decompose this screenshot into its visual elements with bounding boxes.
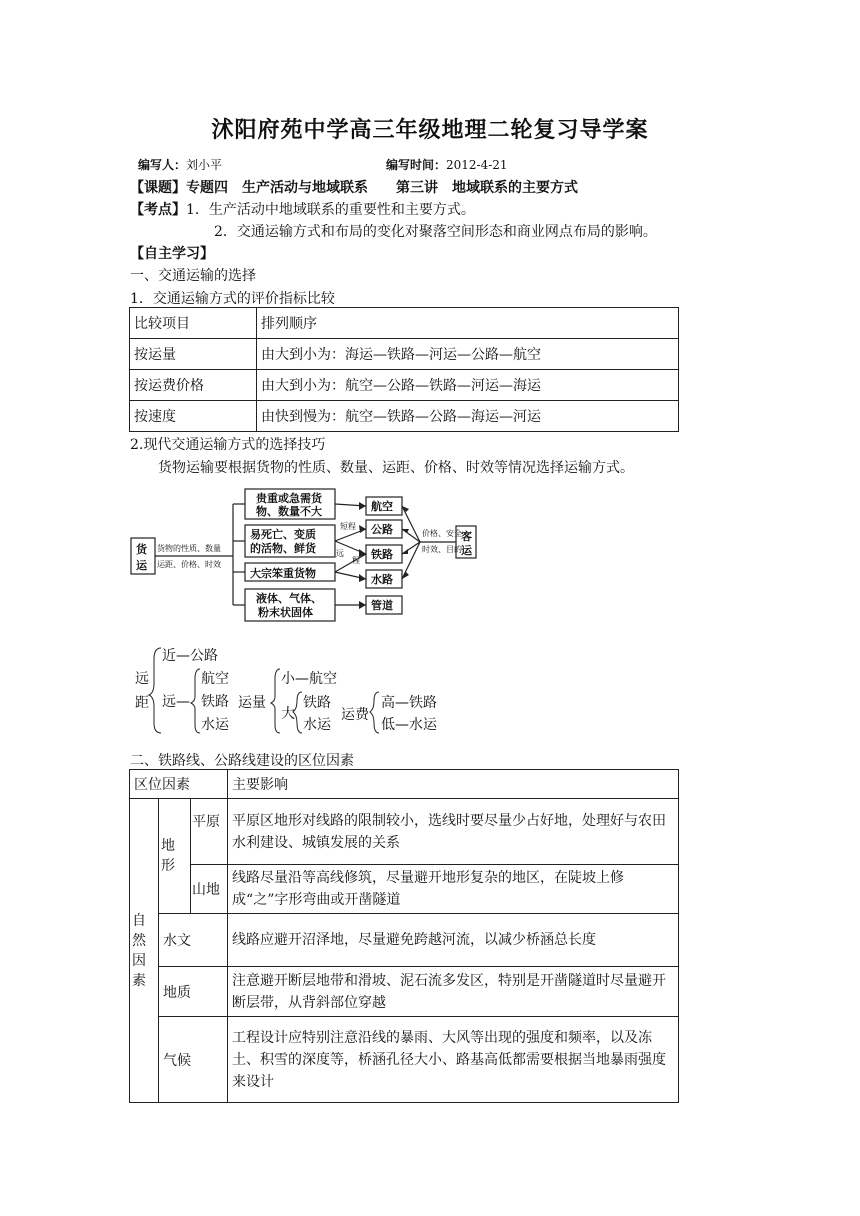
table-row (130, 1017, 679, 1103)
mode-pipe: 管道 (371, 599, 393, 612)
table-row (130, 799, 679, 865)
natural-factors-cell (130, 799, 159, 1103)
kaodian-item-2: 2．交通运输方式和布局的变化对聚落空间形态和商业网点布局的影响。 (214, 224, 657, 240)
brace-1 (149, 648, 161, 733)
section-1-heading: 一、交通运输的选择 (130, 268, 256, 284)
big-water: 水运 (303, 717, 331, 733)
factor-line-2: 运距、价格、时效 (157, 560, 221, 569)
cargo-type-1-line-1: 贵重或急需货 (256, 492, 322, 505)
cargo-type-2-line-2: 的活物、鲜货 (250, 542, 316, 555)
far-label-1: 远 (336, 549, 344, 558)
plain-cell (191, 799, 228, 865)
short-distance-label: 短程 (340, 522, 356, 531)
brace-5 (370, 692, 379, 733)
keyun-char-1: 客 (461, 530, 472, 543)
big-volume-label: 大 (281, 706, 295, 722)
huoyun-char-2: 运 (136, 559, 147, 572)
header-cell: 主要影响 (228, 770, 679, 799)
cargo-type-3: 大宗笨重货物 (250, 567, 316, 580)
location-factors-table (129, 769, 679, 1103)
cargo-type-2-line-1: 易死亡、变质 (250, 528, 316, 541)
author-name: 刘小平 (186, 158, 223, 172)
big-rail: 铁路 (303, 695, 331, 711)
header-cell: 排列顺序 (257, 308, 679, 339)
header-cell: 区位因素 (130, 770, 228, 799)
terrain-label: 地形 (161, 838, 175, 874)
near-road: 近—公路 (162, 648, 218, 664)
mountain-text: 线路尽量沿等高线修筑，尽量避开地形复杂的地区，在陡坡上修成“之”字形弯曲或开凿隧道 (228, 865, 679, 914)
table-row (130, 339, 679, 370)
subsection-1-heading: 1．交通运输方式的评价指标比较 (130, 291, 335, 307)
date-line (386, 156, 508, 173)
table-cell: 按运量 (130, 339, 257, 370)
far-rail: 铁路 (201, 694, 229, 710)
cargo-type-4-line-2: 粉末状固体 (258, 606, 313, 619)
table-cell: 由大到小为：海运—铁路—河运—公路—航空 (257, 339, 679, 370)
distance-tree-diagram (128, 643, 448, 735)
subsection-2-text: 货物运输要根据货物的性质、数量、运距、价格、时效等情况选择运输方式。 (158, 460, 634, 476)
low-cost-water: 低—水运 (381, 717, 437, 733)
far-label: 远— (162, 694, 190, 710)
keyun-char-2: 运 (461, 544, 472, 557)
plain-label: 平原 (192, 814, 220, 830)
kaodian-label: 【考点】 (130, 202, 186, 218)
transport-selection-diagram (128, 485, 488, 623)
climate-text: 工程设计应特别注意沿线的暴雨、大风等出现的强度和频率，以及冻土、积雪的深度等，桥涵孔径大小、路基高低都需要根据当地暴雨强度来设计 (228, 1017, 679, 1103)
mode-road: 公路 (371, 523, 393, 536)
climate-label: 气候 (159, 1017, 228, 1103)
table-row (130, 401, 679, 432)
yuanju-char-1: 远 (135, 671, 149, 687)
table-row (130, 914, 679, 967)
terrain-cell (159, 799, 191, 914)
geology-label: 地质 (159, 967, 228, 1017)
date-label: 编写时间： (386, 158, 447, 172)
kaodian-item-1: 1．生产活动中地域联系的重要性和主要方式。 (186, 202, 475, 218)
geology-text: 注意避开断层地带和滑坡、泥石流多发区，特别是开凿隧道时尽量避开断层带，从背斜部位穿越 (228, 967, 679, 1017)
far-water: 水运 (201, 717, 229, 733)
factor-line-1: 货物的性质、数量 (157, 544, 221, 553)
topic-line: 【课题】专题四 生产活动与地域联系 第三讲 地域联系的主要方式 (130, 180, 578, 196)
cargo-type-4-line-1: 液体、气体、 (256, 592, 322, 605)
table-cell: 按运费价格 (130, 370, 257, 401)
natural-factors-label: 自然因素 (132, 912, 146, 989)
huoyun-char-1: 货 (136, 543, 147, 556)
table-row (130, 967, 679, 1017)
small-volume-air: 小—航空 (281, 671, 337, 687)
date-value: 2012-4-21 (446, 158, 508, 172)
mode-air: 航空 (371, 500, 393, 513)
header-cell: 比较项目 (130, 308, 257, 339)
section-2-heading: 二、铁路线、公路线建设的区位因素 (130, 753, 354, 769)
table-cell: 由快到慢为：航空—铁路—公路—海运—河运 (257, 401, 679, 432)
far-label-2: 程 (352, 556, 360, 565)
kaodian-line-1 (130, 199, 475, 219)
author-line (138, 156, 222, 173)
keyun-factor-1: 价格、安全 (422, 529, 462, 538)
cargo-type-1-line-2: 物、数量不大 (256, 505, 322, 518)
table-header-row (130, 308, 679, 339)
hydrology-label: 水文 (159, 914, 228, 967)
zizhu-heading: 【自主学习】 (130, 246, 214, 262)
table-cell: 由大到小为：航空—公路—铁路—河运—海运 (257, 370, 679, 401)
author-label: 编写人： (138, 158, 187, 172)
table-cell: 按速度 (130, 401, 257, 432)
table-row (130, 865, 679, 914)
hydrology-text: 线路应避开沼泽地，尽量避免跨越河流，以减少桥涵总长度 (228, 914, 679, 967)
high-cost-rail: 高—铁路 (381, 695, 437, 711)
cost-label: 运费 (341, 707, 369, 723)
mountain-label: 山地 (191, 865, 228, 914)
mode-rail: 铁路 (371, 548, 393, 561)
yuanju-char-2: 距 (135, 695, 149, 711)
far-air: 航空 (201, 671, 229, 687)
brace-3 (271, 669, 280, 733)
volume-label: 运量 (238, 695, 266, 711)
table-row (130, 370, 679, 401)
plain-text: 平原区地形对线路的限制较小，选线时要尽量少占好地，处理好与农田水利建设、城镇发展的关系 (228, 799, 679, 865)
page-title: 沭阳府苑中学高三年级地理二轮复习导学案 (211, 118, 649, 143)
table-header-row (130, 770, 679, 799)
brace-2 (191, 669, 200, 733)
keyun-factor-2: 时效、目的 (422, 545, 462, 554)
subsection-2-heading: 2.现代交通运输方式的选择技巧 (130, 437, 326, 453)
mode-water: 水路 (371, 573, 393, 586)
transport-comparison-table (129, 307, 679, 432)
